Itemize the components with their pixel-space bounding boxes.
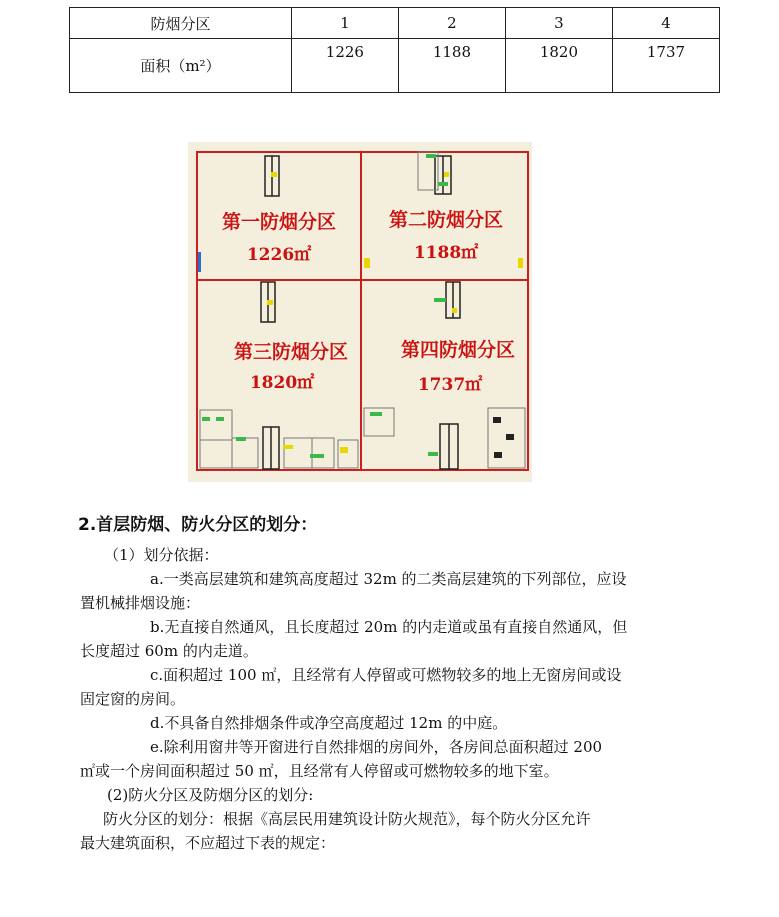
paragraph-line: ㎡或一个房间面积超过 50 ㎡，且经常有人停留或可燃物较多的地下室。 [80, 762, 559, 780]
zone-1-area: 1226㎡ [246, 245, 312, 265]
table-cell: 2 [398, 8, 505, 39]
paragraph-line: c.面积超过 100 ㎡，且经常有人停留或可燃物较多的地上无窗房间或设 [150, 666, 622, 684]
table-cell: 1226 [291, 39, 398, 93]
table-row [70, 39, 720, 93]
zone-1-label: 第一防烟分区 [221, 211, 337, 233]
zone-2-label: 第二防烟分区 [388, 209, 504, 231]
table-cell: 1737 [612, 39, 719, 93]
zone-2-area: 1188㎡ [413, 243, 479, 263]
paragraph-line: 长度超过 60m 的内走道。 [80, 642, 258, 660]
table-cell: 1188 [398, 39, 505, 93]
floor-plan-image [188, 142, 532, 482]
section-number: 2. [78, 515, 97, 535]
table-header-cell: 面积（m²） [70, 39, 292, 93]
zone-3-label: 第三防烟分区 [233, 341, 349, 363]
paragraph-line: b.无直接自然通风，且长度超过 20m 的内走道或虽有直接自然通风，但 [150, 618, 628, 636]
zone-4-area: 1737㎡ [417, 375, 483, 395]
smoke-zone-area-table [69, 7, 720, 93]
table-cell: 4 [612, 8, 719, 39]
paragraph-line: 防火分区的划分：根据《高层民用建筑设计防火规范》，每个防火分区允许 [103, 810, 591, 828]
paragraph-line: 置机械排烟设施： [80, 594, 201, 612]
section-heading [78, 510, 317, 535]
subsection-title: （1）划分依据： [104, 546, 219, 564]
paragraph-line: e.除利用窗井等开窗进行自然排烟的房间外，各房间总面积超过 200 [150, 738, 603, 756]
paragraph-line: d.不具备自然排烟条件或净空高度超过 12m 的中庭。 [150, 714, 508, 732]
section-title: 首层防烟、防火分区的划分： [96, 515, 318, 535]
paragraph-line: a.一类高层建筑和建筑高度超过 32m 的二类高层建筑的下列部位，应设 [150, 570, 627, 588]
paragraph-line: 固定窗的房间。 [80, 690, 186, 708]
subsection-title: (2)防火分区及防烟分区的划分: [107, 786, 314, 804]
zone-4-label: 第四防烟分区 [400, 339, 516, 361]
paragraph-line: 最大建筑面积，不应超过下表的规定： [80, 834, 336, 852]
table-cell: 3 [505, 8, 612, 39]
table-header-cell: 防烟分区 [70, 8, 292, 39]
table-cell: 1820 [505, 39, 612, 93]
table-cell: 1 [291, 8, 398, 39]
zone-3-area: 1820㎡ [249, 373, 315, 393]
floor-plan-drawing [188, 142, 532, 482]
table-row [70, 8, 720, 39]
